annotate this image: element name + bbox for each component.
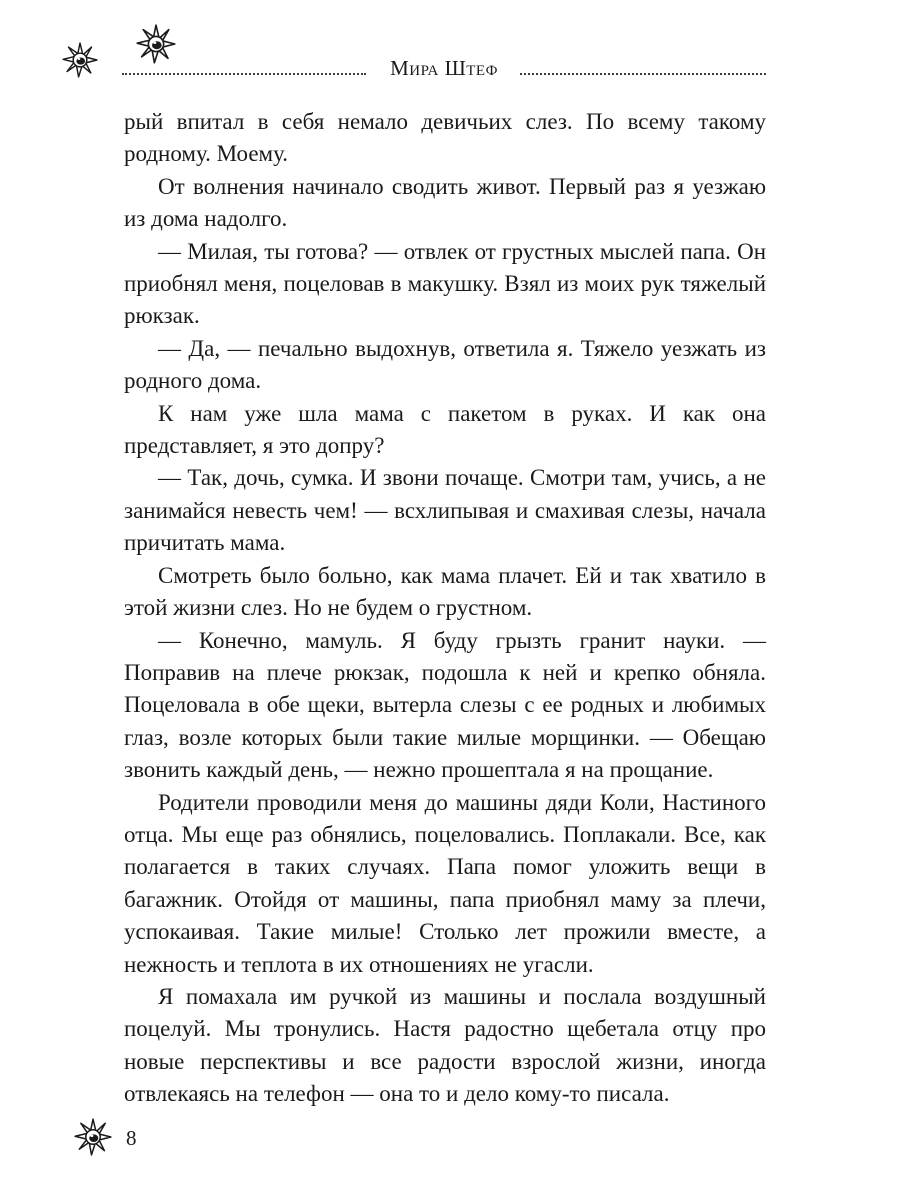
- paragraph: — Милая, ты готова? — отвлек от грустных мыслей папа. Он приобнял меня, поцеловав в макушку. Взял из моих рук тяжелый рюкзак.: [124, 238, 766, 329]
- body-text: [124, 106, 766, 1111]
- paragraph: рый впитал в себя немало девичьих слез. По всему такому родному. Моему.: [124, 109, 766, 167]
- paragraph: — Да, — печально выдохнув, ответила я. Тяжело уезжать из родного дома.: [124, 335, 766, 394]
- page-number: 8: [126, 1126, 137, 1150]
- paragraph: От волнения начинало сводить живот. Первый раз я уезжаю из дома надолго.: [124, 173, 766, 232]
- header-dotted-rule-right: [520, 73, 766, 75]
- paragraph: — Конечно, мамуль. Я буду грызть гранит науки. — Поправив на плече рюкзак, подошла к ней и крепко обняла. Поцеловала в обе щеки, вытерла слезы с ее родных и любимых глаз, возле которых были такие милые морщинки. — Обещаю звонить каждый день, — нежно прошептала я на прощание.: [124, 627, 766, 783]
- running-title: Мира Штеф: [390, 56, 498, 80]
- paragraph: Родители проводили меня до машины дяди Коли, Настиного отца. Мы еще раз обнялись, поцеловались. Поплакали. Все, как полагается в таких случаях. Папа помог уложить вещи в багажник. Отойдя от машины, папа приобнял маму за плечи, успокаивая. Такие милые! Столько лет прожили вместе, а нежность и теплота в их отношениях не угасли.: [124, 789, 766, 977]
- paragraph: Я помахала им ручкой из машины и послала воздушный поцелуй. Мы тронулись. Настя радостно щебетала отцу про новые перспективы и все радости взрослой жизни, иногда отвлекаясь на телефон — она то и дело кому-то писала.: [124, 983, 766, 1107]
- paragraph: К нам уже шла мама с пакетом в руках. И как она представляет, я это допру?: [124, 400, 766, 459]
- running-header: [122, 56, 766, 88]
- ornament-icon: [74, 1118, 112, 1156]
- paragraph: — Так, дочь, сумка. И звони почаще. Смотри там, учись, а не занимайся невесть чем! — всхлипывая и смахивая слезы, начала причитать мама.: [124, 465, 766, 556]
- paragraph: Смотреть было больно, как мама плачет. Ей и так хватило в этой жизни слез. Но не будем о грустном.: [124, 562, 766, 621]
- ornament-icon: [62, 42, 98, 78]
- header-dotted-rule-left: [122, 73, 366, 75]
